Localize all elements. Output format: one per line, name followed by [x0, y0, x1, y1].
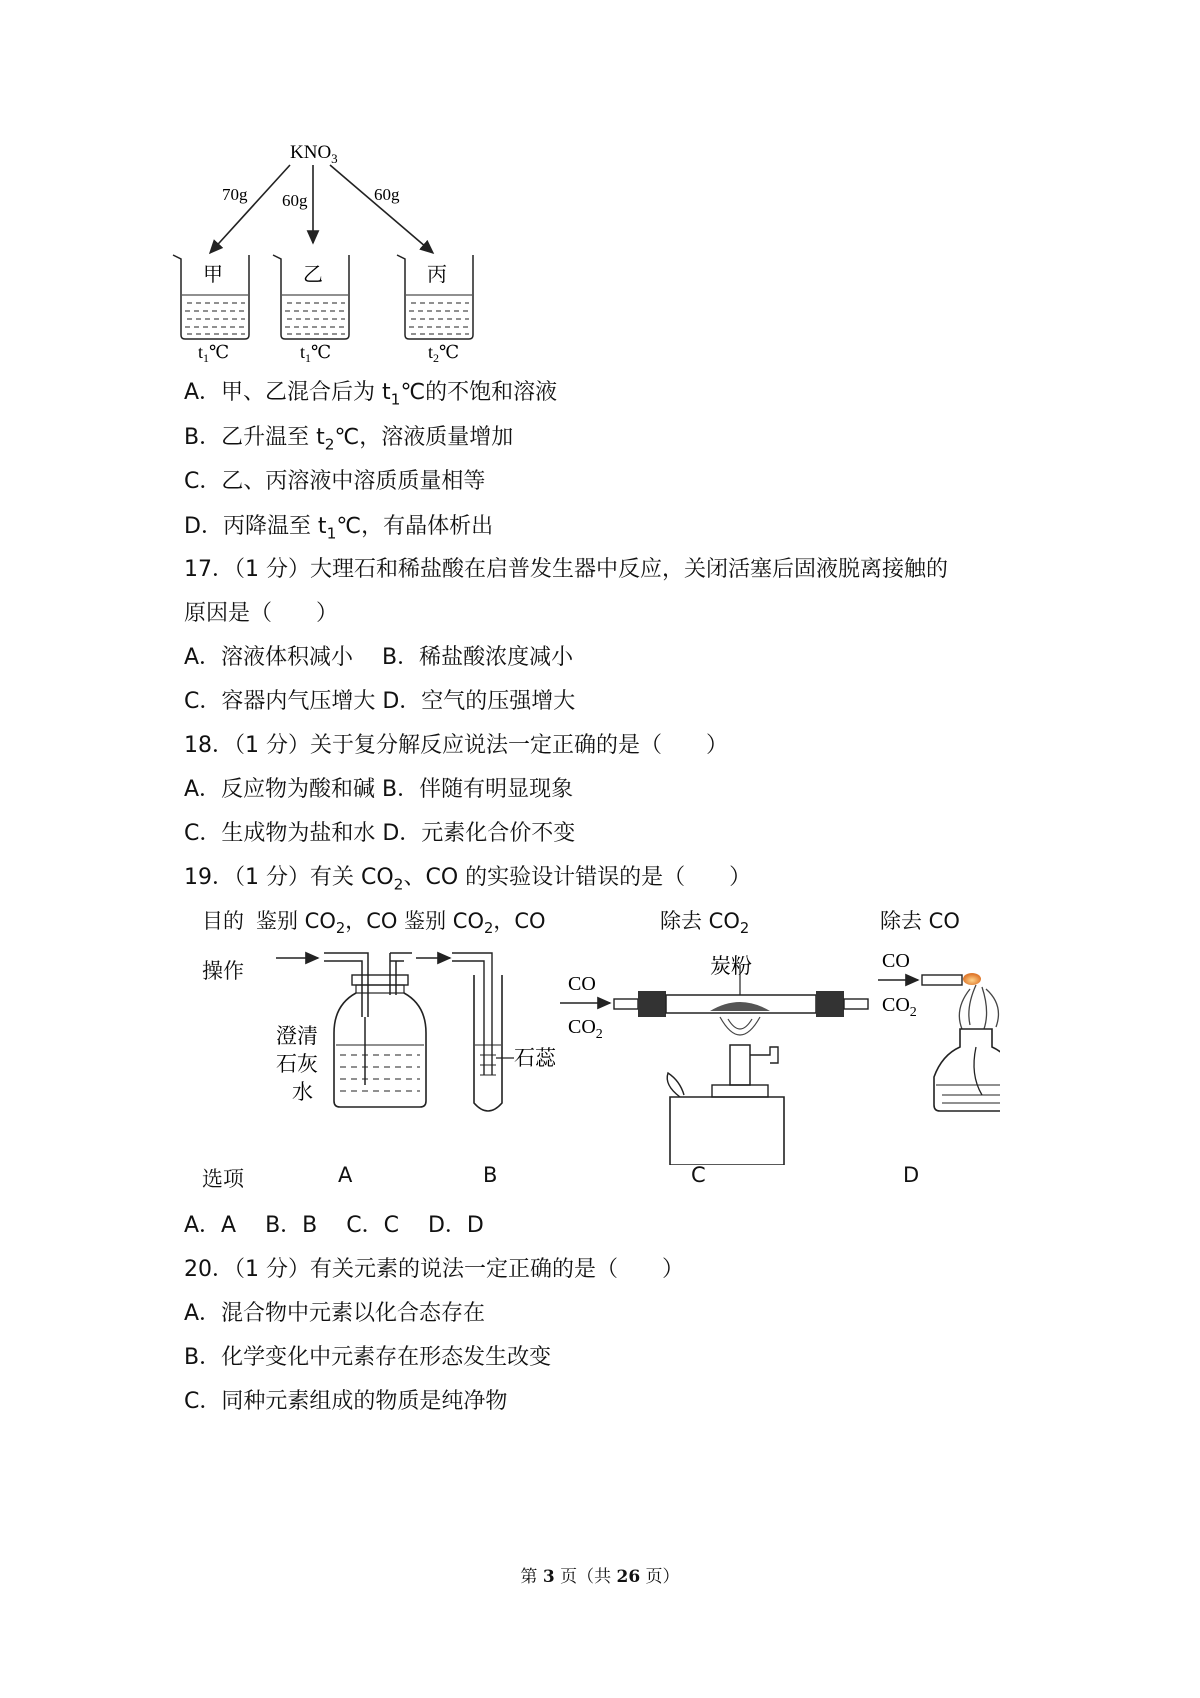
q19-purpose-ab: 鉴别 $CO_2$，CO 鉴别 $CO_2$，CO — [256, 909, 546, 938]
q19-purpose-d: 除去 CO — [880, 909, 960, 933]
q19-apparatus-figure — [270, 935, 1000, 1165]
label-limewater-3: 水 — [292, 1080, 313, 1104]
q20-stem: 20．（1 分）有关元素的说法一定正确的是（ ） — [184, 1257, 684, 1282]
label-limewater-2: 石灰 — [276, 1052, 318, 1076]
q19-row-option-label: 选项 — [202, 1167, 244, 1191]
label-d-gas-co2: $CO_2$ — [882, 994, 917, 1020]
q19-answers: A．A B．B C．C D．D — [184, 1213, 484, 1238]
q19-option-d-label: D — [903, 1163, 920, 1187]
q18-stem: 18．（1 分）关于复分解反应说法一定正确的是（ ） — [184, 733, 728, 758]
label-litmus: 石蕊 — [514, 1046, 556, 1070]
label-c-gas-co2: $CO_2$ — [568, 1016, 603, 1042]
arrow-label-60g-right: 60g — [374, 185, 400, 204]
q19-row-operation-label: 操作 — [202, 959, 244, 983]
arrow-label-60g-middle: 60g — [282, 191, 308, 210]
arrow-label-70g: 70g — [222, 185, 248, 204]
kno3-beakers-figure — [170, 140, 510, 370]
q17-stem-line1: 17．（1 分）大理石和稀盐酸在启普发生器中反应，关闭活塞后固液脱离接触的 — [184, 557, 948, 582]
beaker-yi — [273, 255, 349, 339]
beaker-yi-temp: $t_1℃$ — [300, 342, 332, 365]
apparatus-c-charcoal-tube — [560, 965, 868, 1165]
arrow-to-bing — [330, 165, 433, 253]
q19-stem: 19．（1 分）有关 $CO_2$、CO 的实验设计错误的是（ ） — [184, 865, 752, 894]
label-charcoal: 炭粉 — [710, 954, 752, 978]
beaker-bing-temp: $t_2℃$ — [428, 342, 460, 365]
q16-option-c: C．乙、丙溶液中溶质质量相等 — [184, 469, 486, 494]
svg-text:乙: 乙 — [303, 264, 323, 286]
beaker-jia-temp: $t_1℃$ — [198, 342, 230, 365]
q20-option-c: C．同种元素组成的物质是纯净物 — [184, 1389, 508, 1414]
q17-options-cd: C．容器内气压增大 D．空气的压强增大 — [184, 689, 576, 714]
page-total: 26 — [616, 1567, 641, 1587]
q19-option-a-label: A — [338, 1163, 353, 1187]
q18-options-ab: A．反应物为酸和碱 B．伴随有明显现象 — [184, 777, 574, 802]
beaker-bing — [397, 255, 473, 339]
q17-options-ab: A．溶液体积减小 B．稀盐酸浓度减小 — [184, 645, 574, 670]
q16-option-a: A．甲、乙混合后为 $t_1℃$的不饱和溶液 — [184, 380, 558, 409]
q16-option-b: B．乙升温至 $t_2℃$，溶液质量增加 — [184, 425, 514, 454]
apparatus-b-test-tube — [416, 953, 514, 1111]
q20-option-a: A．混合物中元素以化合态存在 — [184, 1301, 486, 1326]
page-number: 3 — [542, 1567, 555, 1587]
svg-text:甲: 甲 — [203, 264, 223, 286]
label-d-gas-co: CO — [882, 950, 910, 972]
q17-stem-line2: 原因是（ ） — [184, 601, 339, 626]
label-c-gas-co: CO — [568, 973, 596, 995]
page-footer: 第 3 页（共 26 页） — [520, 1567, 680, 1587]
q19-option-b-label: B — [483, 1163, 498, 1187]
q19-row-purpose-label: 目的 — [202, 909, 244, 933]
q16-option-d: D．丙降温至 $t_1℃$，有晶体析出 — [184, 514, 494, 543]
arrow-to-jia — [210, 165, 290, 253]
q19-option-c-label: C — [691, 1163, 706, 1187]
kno3-label: $KNO_3$ — [290, 142, 338, 166]
q19-purpose-c: 除去 $CO_2$ — [660, 909, 750, 938]
svg-text:丙: 丙 — [427, 264, 447, 286]
q20-option-b: B．化学变化中元素存在形态发生改变 — [184, 1345, 552, 1370]
q18-options-cd: C．生成物为盐和水 D．元素化合价不变 — [184, 821, 576, 846]
beaker-jia — [173, 255, 249, 339]
label-limewater-1: 澄清 — [276, 1024, 318, 1048]
